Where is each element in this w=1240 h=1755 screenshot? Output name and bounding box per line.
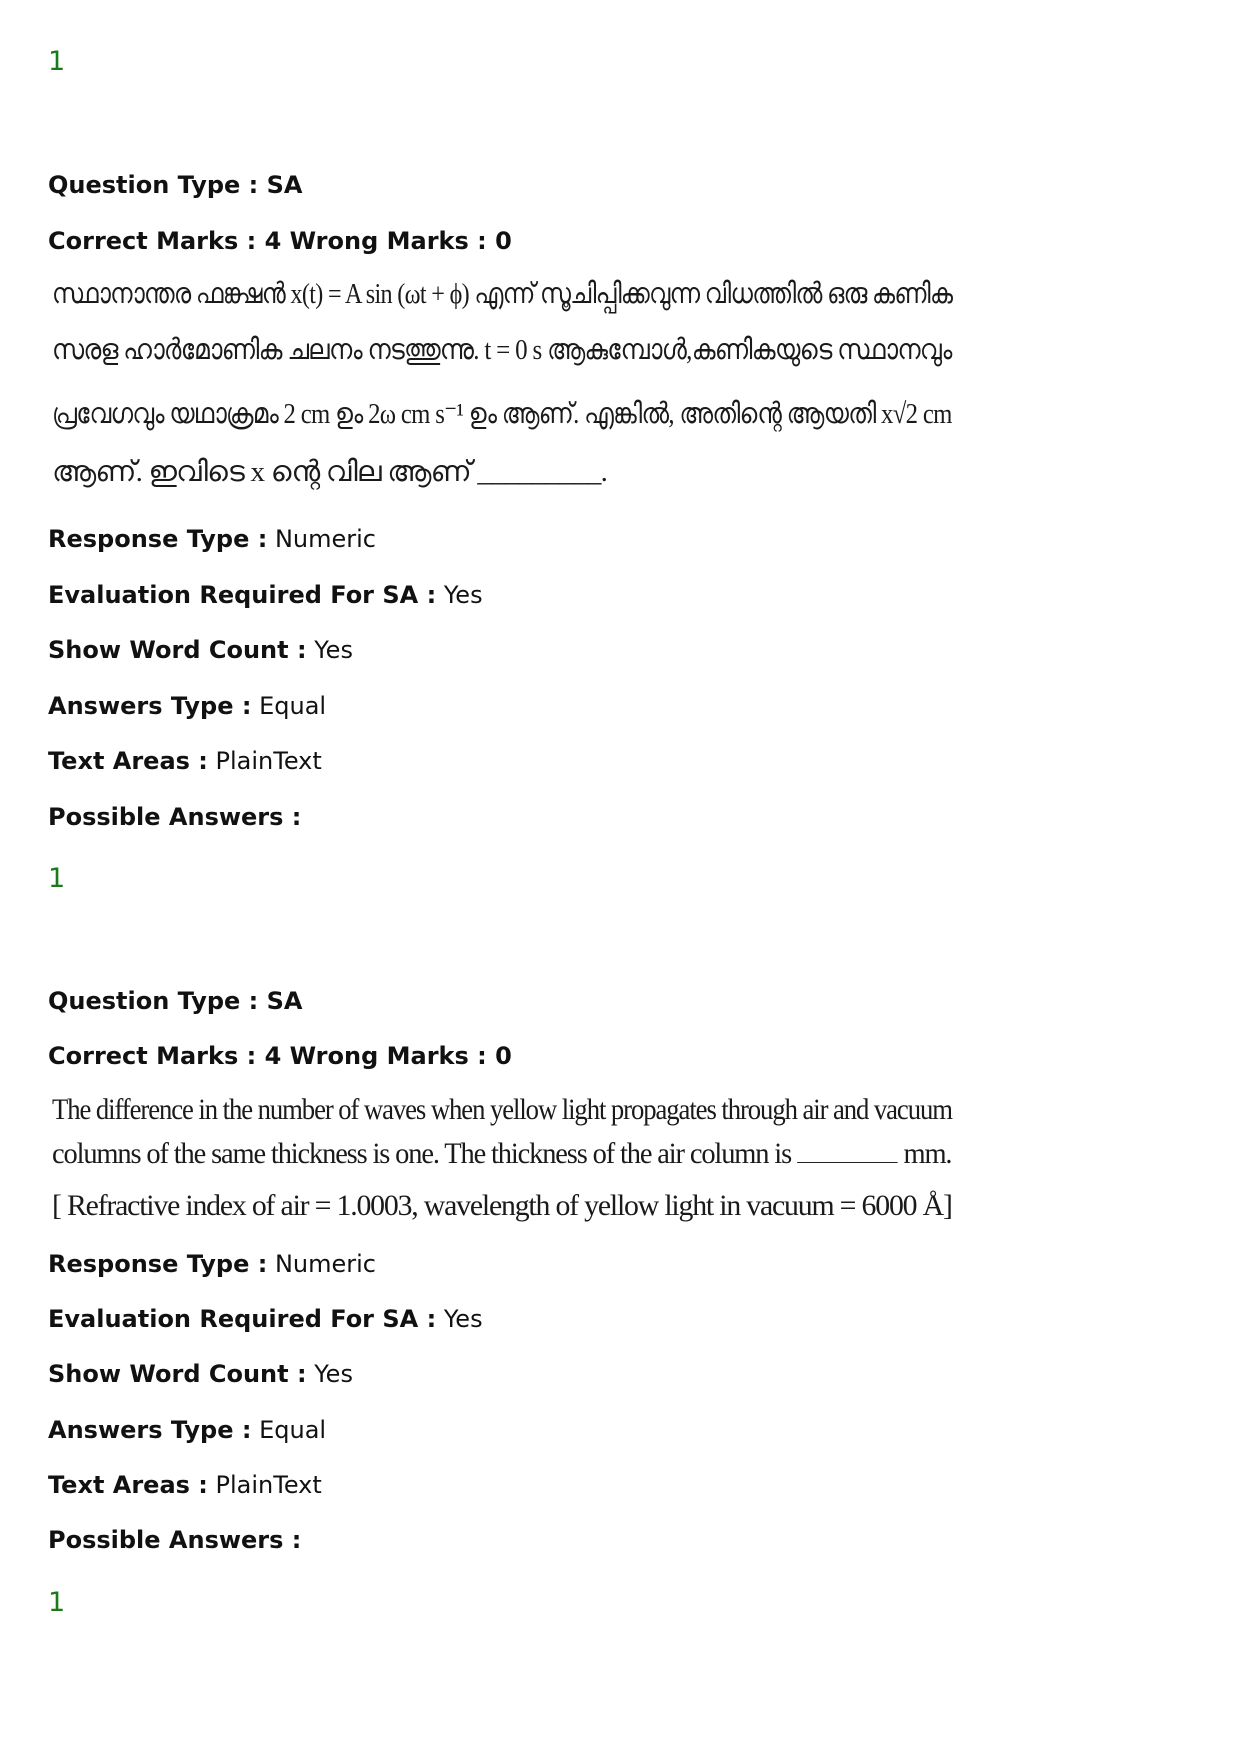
question-line: columns of the same thickness is one. The thickness of the air column is mm.	[52, 1137, 952, 1170]
question-line: The difference in the number of waves when yellow light propagates through air and vacuum	[52, 1093, 952, 1126]
possible-answer-value: 1	[48, 1587, 66, 1618]
question-type-label: Question Type : SA	[48, 171, 303, 199]
marks-label: Correct Marks : 4 Wrong Marks : 0	[48, 227, 512, 255]
question-line: സ്ഥാനാന്തര ഫങ്ക്ഷൻ x(t) = A sin (ωt + ϕ) എന്ന് സൂചിപ്പിക്കവുന്ന വിധത്തിൽ ഒരു കണിക	[52, 278, 953, 310]
question-line: [ Refractive index of air = 1.0003, wavelength of yellow light in vacuum = 6000 Å]	[52, 1189, 952, 1222]
evaluation-required: Evaluation Required For SA : Yes	[48, 581, 483, 609]
answers-type: Answers Type : Equal	[48, 1416, 327, 1444]
question-line: ആണ്. ഇവിടെ x ന്റെ വില ആണ് _________.	[52, 456, 608, 488]
show-word-count: Show Word Count : Yes	[48, 636, 353, 664]
question-line: പ്രവേഗവും യഥാക്രമം 2 cm ഉം 2ω cm s⁻¹ ഉം ആണ്. എങ്കിൽ, അതിന്റെ ആയതി x√2 cm	[52, 398, 952, 430]
show-word-count: Show Word Count : Yes	[48, 1360, 353, 1388]
question-number: 1	[48, 46, 66, 77]
question-type-label: Question Type : SA	[48, 987, 303, 1015]
evaluation-required: Evaluation Required For SA : Yes	[48, 1305, 483, 1333]
possible-answers-label: Possible Answers :	[48, 803, 302, 831]
response-type: Response Type : Numeric	[48, 525, 376, 553]
marks-label: Correct Marks : 4 Wrong Marks : 0	[48, 1042, 512, 1070]
possible-answer-value: 1	[48, 863, 66, 894]
response-type: Response Type : Numeric	[48, 1250, 376, 1278]
question-line: സരള ഹാർമോണിക ചലനം നടത്തുന്നു. t = 0 s ആകുമ്പോൾ,കണികയുടെ സ്ഥാനവും	[52, 334, 952, 366]
text-areas: Text Areas : PlainText	[48, 1471, 322, 1499]
possible-answers-label: Possible Answers :	[48, 1526, 302, 1554]
question-text-image	[52, 1093, 952, 1228]
answers-type: Answers Type : Equal	[48, 692, 327, 720]
answer-blank	[797, 1138, 897, 1163]
question-text-image	[52, 278, 952, 498]
text-areas: Text Areas : PlainText	[48, 747, 322, 775]
